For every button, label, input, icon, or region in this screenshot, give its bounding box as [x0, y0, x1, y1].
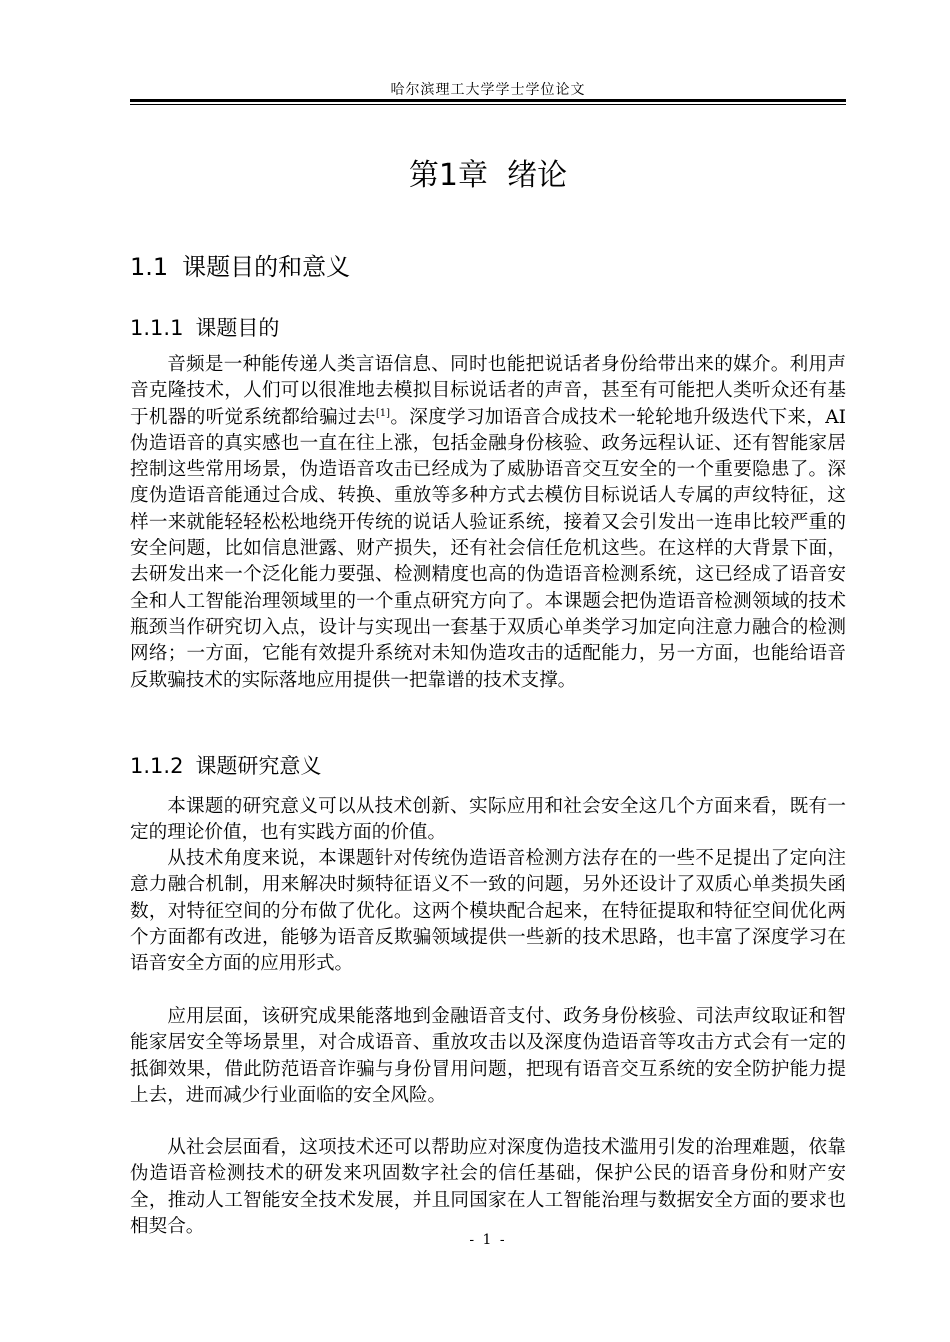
- subsection-title: 课题目的: [195, 316, 280, 340]
- paragraph-significance-application: 应用层面，该研究成果能落地到金融语音支付、政务身份核验、司法声纹取证和智能家居安全等场景里，对合成语音、重放攻击以及深度伪造语音等攻击方式会有一定的抵御效果，借此防范语音诈骗与身份冒用问题，把现有语音交互系统的安全防护能力提上去，进而减少行业面临的安全风险。: [130, 1006, 846, 1106]
- page-number: - 1 -: [469, 1232, 507, 1248]
- section-number: 1.1: [130, 253, 169, 281]
- subsection-number: 1.1.1: [130, 316, 184, 340]
- subsection-heading-1-1-2: [130, 750, 321, 780]
- paragraph-purpose: [130, 352, 846, 694]
- paragraph-text: 。深度学习加语音合成技术一轮轮地升级迭代下来，AI伪造语音的真实感也一直在往上涨，包括金融身份核验、政务远程认证、还有智能家居控制这些常用场景，伪造语音攻击已经成为了威胁语音交互安全的一个重要隐患了。深度伪造语音能通过合成、转换、重放等多种方式去模仿目标说话人专属的声纹特征，这样一来就能轻轻松松地绕开传统的说话人验证系统，接着又会引发出一连串比较严重的安全问题，比如信息泄露、财产损失，还有社会信任危机这些。在这样的大背景下面，去研发出来一个泛化能力要强、检测精度也高的伪造语音检测系统，这已经成了语音安全和人工智能治理领域里的一个重点研究方向了。本课题会把伪造语音检测领域的技术瓶颈当作研究切入点，设计与实现出一套基于双质心单类学习加定向注意力融合的检测网络；一方面，它能有效提升系统对未知伪造攻击的适配能力，另一方面，也能给语音反欺骗技术的实际落地应用提供一把靠谱的技术支撑。: [130, 406, 846, 691]
- header-title: 哈尔滨理工大学学士学位论文: [390, 82, 586, 98]
- section-title: 课题目的和意义: [182, 253, 351, 281]
- paragraph-text: 音频是一种能传递人类言语信息、同时也能把说话者身份给带出来的媒介。利用声音克隆技术，人们可以很准地去模拟目标说话者的声音，甚至有可能把人类听众还有基于机器的听觉系统都给骗过去: [130, 354, 846, 428]
- header-rule-thin: [130, 104, 846, 105]
- citation-marker: [1]: [375, 407, 390, 419]
- paragraph-significance-social: 从社会层面看，这项技术还可以帮助应对深度伪造技术滥用引发的治理难题，依靠伪造语音检测技术的研发来巩固数字社会的信任基础，保护公民的语音身份和财产安全，推动人工智能安全技术发展，并且同国家在人工智能治理与数据安全方面的要求也相契合。: [130, 1137, 846, 1237]
- header-rule-thick: [130, 99, 846, 102]
- paragraph-significance-technical: 从技术角度来说，本课题针对传统伪造语音检测方法存在的一些不足提出了定向注意力融合机制，用来解决时频特征语义不一致的问题，另外还设计了双质心单类损失函数，对特征空间的分布做了优化。这两个模块配合起来，在特征提取和特征空间优化两个方面都有改进，能够为语音反欺骗领域提供一些新的技术思路，也丰富了深度学习在语音安全方面的应用形式。: [130, 848, 846, 975]
- paragraph-significance-intro: 本课题的研究意义可以从技术创新、实际应用和社会安全这几个方面来看，既有一定的理论价值，也有实践方面的价值。: [130, 796, 846, 844]
- subsection-title: 课题研究意义: [195, 754, 322, 778]
- subsection-heading-1-1-1: [130, 312, 279, 342]
- chapter-title: 第1章 绪论: [408, 158, 568, 193]
- section-heading-1-1: [130, 247, 350, 282]
- subsection-number: 1.1.2: [130, 754, 184, 778]
